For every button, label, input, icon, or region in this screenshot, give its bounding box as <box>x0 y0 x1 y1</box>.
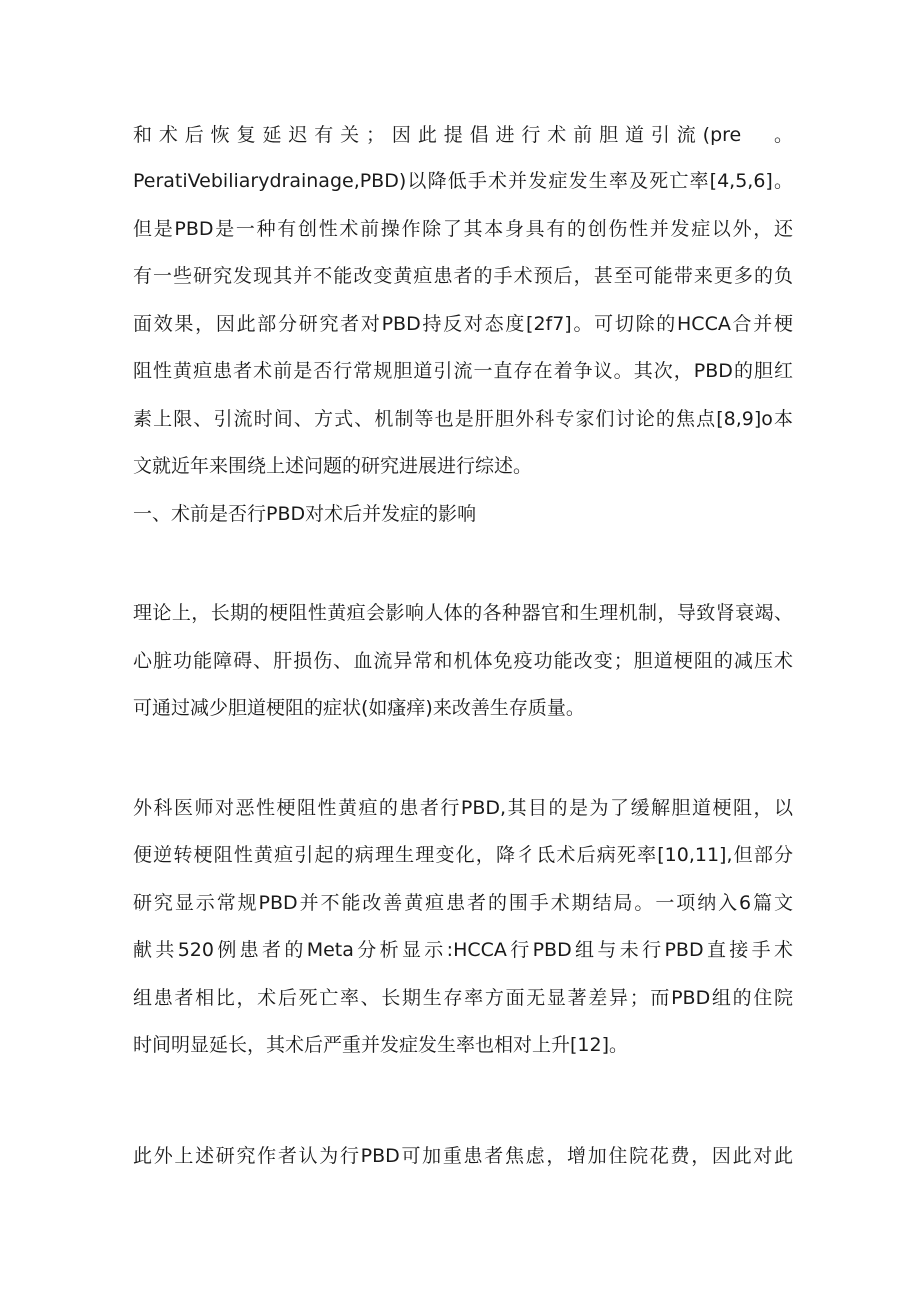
section-heading: 一、术前是否行PBD对术后并发症的影响 <box>133 503 477 525</box>
text-line: 但是PBD是一种有创性术前操作除了其本身具有的创伤性并发症以外，还 <box>133 218 793 240</box>
text-line: 外科医师对恶性梗阻性黄疸的患者行PBD,其目的是为了缓解胆道梗阻，以 <box>133 797 793 819</box>
text-line: PeratiVebiliarydrainage,PBD)以降低手术并发症发生率及死亡率[4,5,6]。 <box>133 170 793 192</box>
text-line: 可通过减少胆道梗阻的症状(如瘙痒)来改善生存质量。 <box>133 697 585 719</box>
text-line: 时间明显延长，其术后严重并发症发生率也相对上升[12]。 <box>133 1034 629 1056</box>
text-line: 和术后恢复延迟有关；因此提倡进行术前胆道引流(pre 。 <box>133 124 793 146</box>
text-line: 研究显示常规PBD并不能改善黄疸患者的围手术期结局。一项纳入6篇文 <box>133 892 793 914</box>
text-line: 便逆转梗阻性黄疸引起的病理生理变化，降彳氐术后病死率[10,11],但部分 <box>133 844 793 866</box>
text-line: 此外上述研究作者认为行PBD可加重患者焦虑，增加住院花费，因此对此 <box>133 1145 793 1167</box>
text-line: 有一些研究发现其并不能改变黄疸患者的手术预后，甚至可能带来更多的负 <box>133 265 793 287</box>
text-line: 阻性黄疸患者术前是否行常规胆道引流一直存在着争议。其次，PBD的胆红 <box>133 360 793 382</box>
text-line: 心脏功能障碍、肝损伤、血流异常和机体免疫功能改变；胆道梗阻的减压术 <box>133 650 793 672</box>
text-line: 面效果，因此部分研究者对PBD持反对态度[2f7]。可切除的HCCA合并梗 <box>133 313 793 335</box>
text-line: 组患者相比，术后死亡率、长期生存率方面无显著差异；而PBD组的住院 <box>133 987 793 1009</box>
text-line: 素上限、引流时间、方式、机制等也是肝胆外科专家们讨论的焦点[8,9]o本 <box>133 408 793 430</box>
text-line: 理论上，长期的梗阻性黄疸会影响人体的各种器官和生理机制，导致肾衰竭、 <box>133 602 793 624</box>
text-line: 文就近年来围绕上述问题的研究进展进行综述。 <box>133 455 533 477</box>
text-line: 献共520例患者的Meta分析显示:HCCA行PBD组与未行PBD直接手术 <box>133 939 793 961</box>
